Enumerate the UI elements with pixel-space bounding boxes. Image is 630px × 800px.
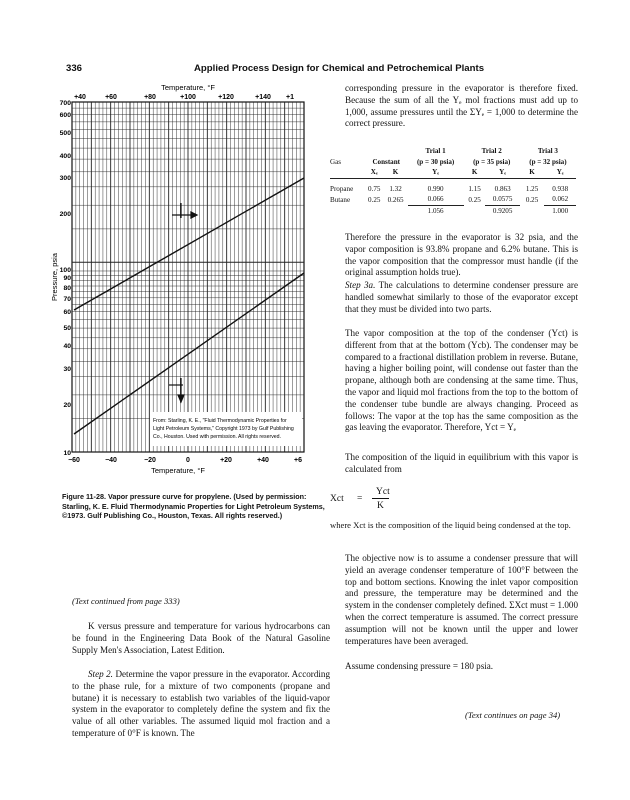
running-title: Applied Process Design for Chemical and Petrochemical Plants <box>194 63 485 74</box>
bottom-tick: 0 <box>186 457 190 464</box>
chart-svg <box>50 82 328 490</box>
col-header: Yₑ <box>432 168 440 177</box>
col-header: Yₑ <box>499 168 507 177</box>
continued-from: (Text continued from page 333) <box>72 596 180 606</box>
top-tick-labels <box>74 94 294 101</box>
y-tick: 60 <box>63 309 71 316</box>
y-tick: 600 <box>59 112 71 119</box>
right-paragraph-4: The composition of the liquid in equilibrium with this vapor is calculated from <box>345 452 578 474</box>
right-intro: corresponding pressure in the evaporator is therefore fixed. Because the sum of all the Yₑ mol fractions must add up to 1,000, assume pressures until the ΣYₑ = 1,000 to determine the correct pressure. <box>345 83 578 129</box>
table-row: Butane 0.25 0.265 0.066 0.25 0.0575 0.25 0.062 <box>330 194 576 205</box>
y-tick: 500 <box>59 130 71 137</box>
right-paragraph-step3a <box>345 280 578 315</box>
top-tick: +80 <box>144 94 156 101</box>
fraction-bar <box>372 498 389 499</box>
right-paragraph-5: where Xct is the composition of the liquid being condensed at the top. <box>330 520 571 530</box>
col-header: Yₑ <box>556 168 564 177</box>
trial-header: Trial 1 <box>425 147 446 156</box>
sub-header: (p = 35 psia) <box>473 157 511 166</box>
bottom-tick: +40 <box>257 457 269 464</box>
credit-line: Light Petroleum Systems," Copyright 1973 by Gulf Publishing <box>153 426 294 432</box>
y-tick: 300 <box>59 175 71 182</box>
page-number: 336 <box>66 63 83 74</box>
vapor-pressure-chart <box>50 82 328 490</box>
trial-table <box>330 146 576 216</box>
bottom-axis-label: Temperature, °F <box>151 466 205 475</box>
equation-equals: = <box>357 494 363 504</box>
y-tick: 10 <box>63 450 71 457</box>
y-tick: 90 <box>63 275 71 282</box>
credit-line: From: Starling, K. E., "Fluid Thermodynamic Properties for <box>153 418 287 424</box>
step3a-text: The calculations to determine condenser pressure are handled somewhat similarly to those of the evaporator except that they must be divided into two parts. <box>345 280 578 314</box>
bottom-tick: −20 <box>144 457 156 464</box>
sub-header: (p = 32 psia) <box>529 157 567 166</box>
left-paragraph-step2 <box>72 669 330 740</box>
y-tick: 200 <box>59 211 71 218</box>
top-tick: +120 <box>218 94 234 101</box>
y-axis-label: Pressure, psia <box>50 253 59 301</box>
y-tick: 40 <box>63 343 71 350</box>
right-paragraph-3: The vapor composition at the top of the condenser (Yct) is different from that at the bottom (Ycb). The condenser may be compared to a fractional distillation problem in reverse. Butane, having a higher boiling point, will condense out faster than the propane, although both are condensing at the same time. Thus, the vapor and liquid mol fractions from the top to the bottom of the condenser tube bundle are always changing. Proceed as follows: The vapor at the top has the same composition as the gas leaving the evaporator. Therefore, Yct = Yₑ <box>345 328 578 433</box>
table-row: Propane 0.75 1.32 0.990 1.15 0.863 1.25 0.938 <box>330 184 569 193</box>
col-header: K <box>529 168 535 177</box>
bottom-tick-labels <box>68 457 302 464</box>
left-paragraph-1: K versus pressure and temperature for various hydrocarbons can be found in the Engineering Data Book of the Natural Gasoline Supply Men's Association, Latest Edition. <box>72 621 330 655</box>
col-header: Xₑ <box>370 168 378 177</box>
equation-numerator: Yct <box>376 487 390 497</box>
y-tick: 400 <box>59 153 71 160</box>
equation <box>330 484 450 516</box>
y-tick: 80 <box>63 285 71 292</box>
bottom-tick: −60 <box>68 457 80 464</box>
gas-header: Gas <box>330 157 342 166</box>
top-tick: +1 <box>286 94 294 101</box>
y-tick: 20 <box>63 402 71 409</box>
right-paragraph-2: Therefore the pressure in the evaporator is 32 psia, and the vapor composition is 93.8% propane and 6.2% butane. This is the vapor composition that the compressor must handle (if the original assumption holds true). <box>345 232 578 278</box>
y-tick-labels <box>60 100 72 457</box>
bottom-tick: −40 <box>105 457 117 464</box>
y-tick: 100 <box>59 267 71 274</box>
sub-header: Constant <box>372 157 401 166</box>
continued-on: (Text continues on page 34) <box>465 710 561 720</box>
step2-text: Determine the vapor pressure in the evaporator. According to the phase rule, for a mixture of two components (propane and butane) it is necessary to establish two variables of the liquid-vapor system in the evaporator to completely define the system and fix the value of all other variables. The assumed liquid mol fraction and a temperature of 0°F is known. The <box>72 669 330 738</box>
table-totals-row: 1.056 0.9205 1.000 <box>427 206 569 215</box>
equation-lhs: Xct <box>330 494 344 504</box>
trial-header: Trial 3 <box>537 147 558 156</box>
top-tick: +60 <box>105 94 117 101</box>
col-header: K <box>471 168 478 177</box>
top-tick: +140 <box>255 94 271 101</box>
bottom-tick: +20 <box>220 457 232 464</box>
right-paragraph-6: The objective now is to assume a condenser pressure that will yield an average condenser temperature of 100°F between the top and bottom sections. Knowing the inlet vapor composition and pressure, the temperature may be determined and the system in the condenser completely defined. ΣXct must = 1.000 when the correct temperature is assumed. The correct pressure assumption will not be known until the upper and lower temperatures have been averaged. <box>345 553 578 646</box>
plot-grid <box>72 102 304 452</box>
equation-denominator: K <box>377 501 384 511</box>
right-paragraph-7: Assume condensing pressure = 180 psia. <box>345 661 494 671</box>
step2-label: Step 2. <box>88 669 113 679</box>
y-tick: 70 <box>63 296 71 303</box>
top-axis-label: Temperature, °F <box>161 83 215 92</box>
running-header <box>66 63 566 77</box>
figure-caption: Figure 11-28. Vapor pressure curve for propylene. (Used by permission: Starling, K. E. Fluid Thermodynamic Properties for Light Petroleum Systems, ©1973. Gulf Publishing Co., Houston, Texas. All rights reserved.) <box>62 492 325 521</box>
bottom-tick: +6 <box>294 457 302 464</box>
top-tick: +40 <box>74 94 86 101</box>
sub-header: (p = 30 psia) <box>416 157 455 166</box>
y-tick: 50 <box>63 325 71 332</box>
y-tick: 700 <box>59 100 71 107</box>
step3a-label: Step 3a. <box>345 280 376 290</box>
col-header: K <box>392 168 399 177</box>
y-tick: 30 <box>63 366 71 373</box>
credit-line: Co., Houston. Used with permission. All rights reserved. <box>153 434 282 440</box>
top-tick: +100 <box>180 94 196 101</box>
trial-header: Trial 2 <box>481 147 502 156</box>
